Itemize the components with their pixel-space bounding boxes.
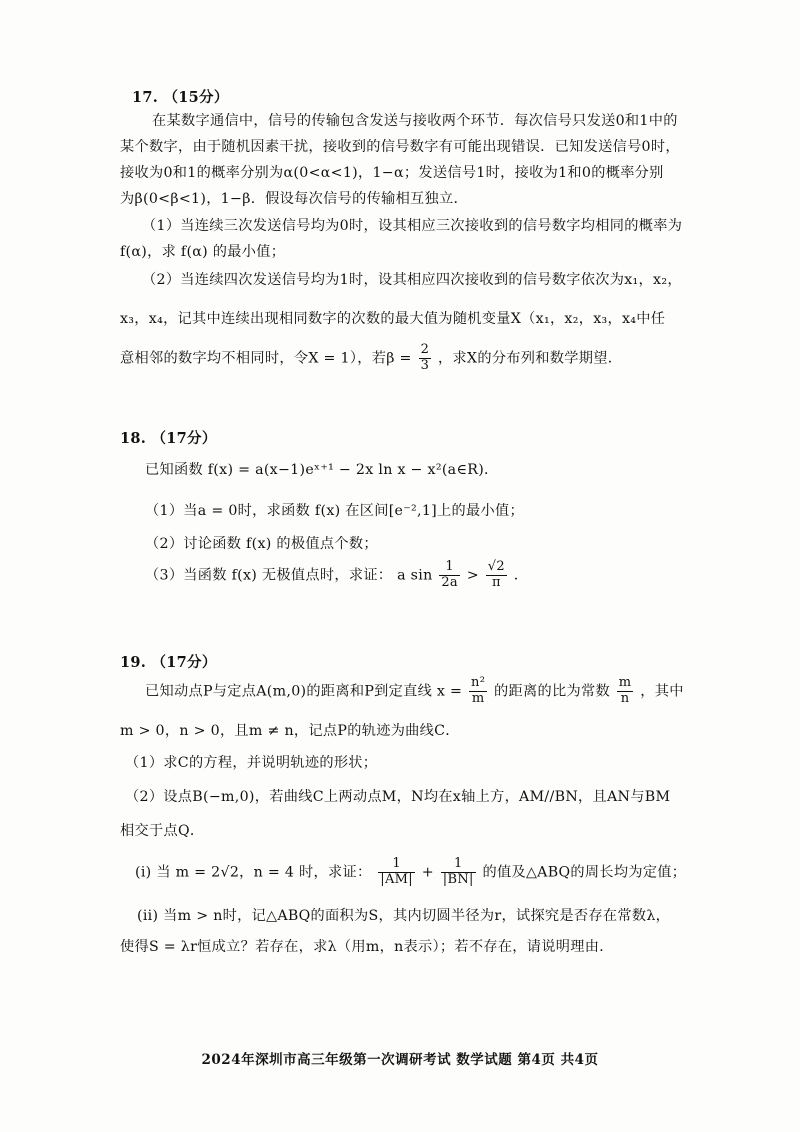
q19-line2: m > 0，n > 0，且m ≠ n，记点P的轨迹为曲线C．	[120, 723, 460, 739]
q19-header: 19. （17分）	[120, 654, 217, 671]
q19-part1: （1）求C的方程，并说明轨迹的形状；	[125, 755, 378, 771]
q18-frac-1	[439, 560, 460, 591]
q17-part1-a: （1）当连续三次发送信号均为0时，设其相应三次接收到的信号数字均相同的概率为	[142, 218, 683, 234]
q19-frac-am-den: |AM|	[380, 871, 413, 887]
q18-part3-post: ．	[513, 567, 529, 584]
q19-part-i-pre: (i) 当 m = 2√2，n = 4 时，求证：	[135, 864, 372, 881]
q17-line3: 接收为0和1的概率分别为α(0<α<1)，1−α；发送信号1时，接收为1和0的概率分别	[120, 165, 664, 181]
q17-part1-b: f(α)，求 f(α) 的最小值；	[120, 244, 286, 260]
q19-part-i	[135, 857, 686, 888]
q18-frac-2-den: π	[491, 574, 501, 590]
q19-part-ii-a: (ii) 当m > n时，记△ABQ的面积为S，其内切圆半径为r，试探究是否存在常数λ，	[137, 908, 671, 924]
q17-header: 17. （15分）	[132, 89, 229, 106]
q19-frac-2-num: m	[618, 675, 632, 690]
q17-part2-c	[120, 343, 622, 374]
q19-part-i-post: 的值及△ABQ的周长均为定值；	[482, 864, 687, 881]
q18-frac-1-num: 1	[439, 560, 460, 576]
q18-header: 18. （17分）	[120, 430, 217, 447]
q19-frac-2-den: n	[620, 690, 630, 706]
q19-part-ii-b: 使得S = λr恒成立？若存在，求λ（用m，n表示）；若不存在，请说明理由．	[120, 939, 614, 955]
beta-fraction	[419, 343, 432, 374]
q19-frac-1-den: m	[471, 690, 485, 706]
q19-frac-bn	[441, 857, 476, 888]
q17-line4: 为β(0<β<1)，1−β．假设每次信号的传输相互独立．	[120, 191, 469, 207]
q19-line1	[145, 676, 684, 707]
q18-part1: （1）当a = 0时，求函数 f(x) 在区间[e⁻²,1]上的最小值；	[145, 503, 524, 519]
q17-line2: 某个数字，由于随机因素干扰，接收到的信号数字有可能出现错误．已知发送信号0时，	[120, 139, 680, 155]
q19-line1-mid: 的距离的比为常数	[494, 683, 610, 700]
page-footer: 2024年深圳市高三年级第一次调研考试 数学试题 第4页 共4页	[201, 1052, 599, 1068]
q17-part2-c-post: ，求X的分布列和数学期望．	[437, 350, 623, 367]
q18-part2: （2）讨论函数 f(x) 的极值点个数；	[145, 536, 378, 552]
q19-frac-bn-num: 1	[441, 857, 476, 873]
beta-numerator: 2	[420, 342, 430, 357]
q19-line1-post: ，其中	[640, 683, 684, 700]
q17-part2-b: x₃，x₄，记其中连续出现相同数字的次数的最大值为随机变量X（x₁，x₂，x₃，x₄中任	[120, 311, 666, 327]
beta-denominator: 3	[420, 357, 430, 373]
q19-frac-1-num: n²	[471, 675, 486, 690]
q19-plus: +	[421, 864, 434, 881]
q19-frac-2	[617, 676, 634, 707]
q19-part2-b: 相交于点Q．	[120, 823, 205, 839]
q18-line1: 已知函数 f(x) = a(x−1)eˣ⁺¹ − 2x ln x − x²(a∈R)．	[145, 462, 499, 478]
q19-part2-a: （2）设点B(−m,0)，若曲线C上两动点M，N均在x轴上方，AM//BN，且AN与BM	[125, 789, 671, 805]
q19-frac-am-num: 1	[378, 857, 415, 873]
q19-frac-1	[469, 676, 487, 707]
q18-gt: >	[466, 567, 479, 584]
q19-frac-am	[378, 857, 415, 888]
q17-line1: 在某数字通信中，信号的传输包含发送与接收两个环节．每次信号只发送0和1中的	[152, 113, 678, 129]
q18-frac-1-den: 2a	[441, 574, 458, 590]
q18-frac-2-num: √2	[487, 559, 505, 574]
q19-frac-bn-den: |BN|	[442, 871, 474, 887]
q17-part2-c-pre: 意相邻的数字均不相同时，令X = 1），若β =	[120, 350, 412, 367]
q18-part3-pre: （3）当函数 f(x) 无极值点时，求证： a sin	[145, 567, 433, 584]
q18-part3	[145, 560, 528, 591]
q18-frac-2	[486, 560, 507, 591]
q19-line1-pre: 已知动点P与定点A(m,0)的距离和P到定直线 x =	[145, 683, 463, 700]
q17-part2-a: （2）当连续四次发送信号均为1时，设其相应四次接收到的信号数字依次为x₁，x₂，	[142, 272, 682, 288]
